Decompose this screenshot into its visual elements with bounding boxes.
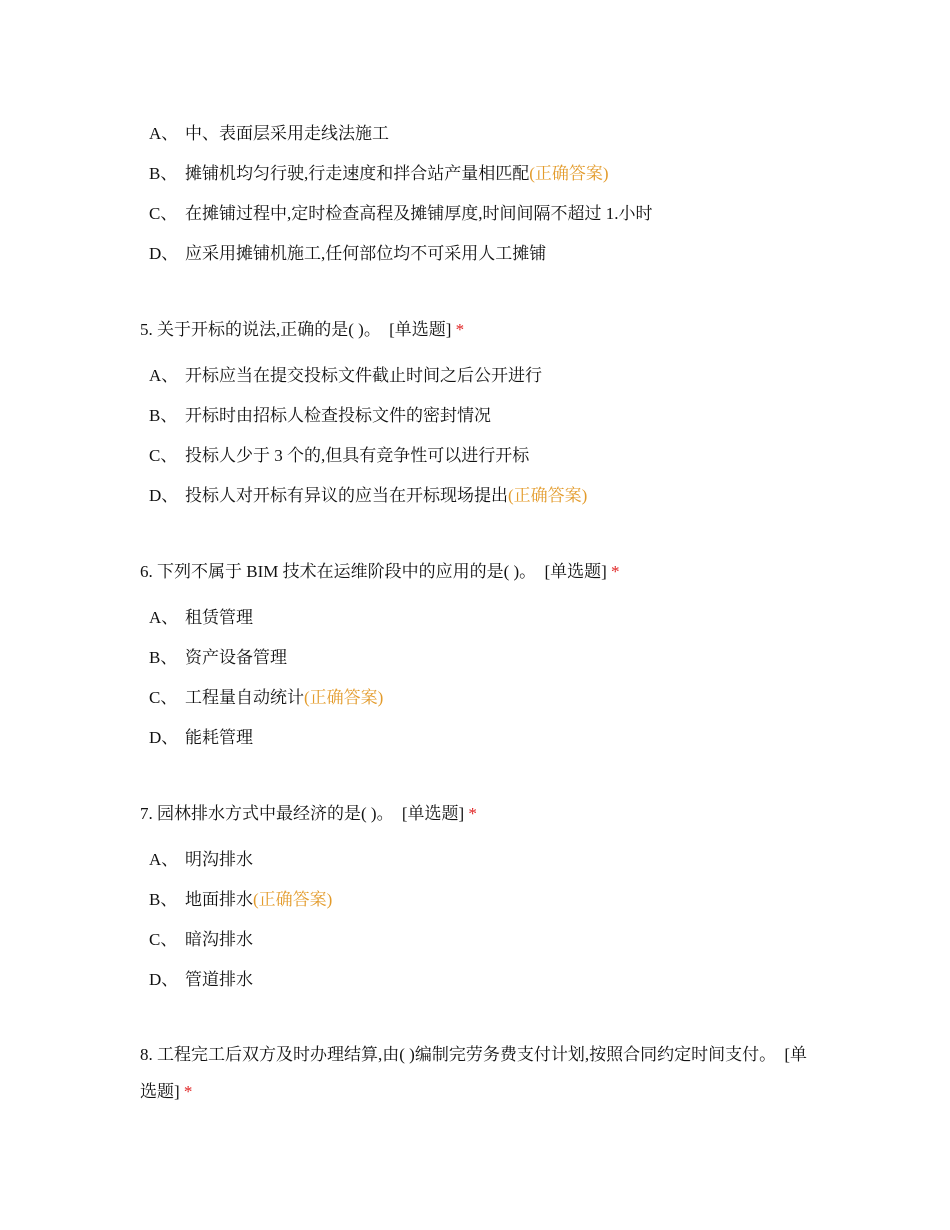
option-text: 明沟排水 — [185, 850, 253, 869]
required-marker: * — [455, 320, 465, 339]
option-letter: C、 — [149, 930, 178, 949]
q5-option-d — [149, 485, 587, 507]
option-letter: D、 — [149, 728, 179, 747]
correct-answer-marker: (正确答案) — [304, 688, 384, 707]
option-letter: A、 — [149, 608, 179, 627]
q7-option-a — [149, 849, 253, 871]
required-marker: * — [468, 804, 477, 823]
question-type: [单选题] — [140, 1045, 807, 1101]
option-letter: B、 — [149, 648, 178, 667]
option-text: 开标应当在提交投标文件截止时间之后公开进行 — [185, 366, 542, 385]
q6-option-b — [149, 647, 287, 669]
question-type: [单选题] — [544, 562, 607, 581]
option-text: 应采用摊铺机施工,任何部位均不可采用人工摊铺 — [185, 244, 547, 263]
q6-option-c — [149, 687, 383, 709]
option-text: 中、表面层采用走线法施工 — [185, 124, 389, 143]
option-text: 投标人少于 3 个的,但具有竞争性可以进行开标 — [185, 446, 530, 465]
option-letter: A、 — [149, 850, 179, 869]
option-letter: B、 — [149, 406, 178, 425]
question-text: 6. 下列不属于 BIM 技术在运维阶段中的应用的是( )。 — [140, 562, 537, 581]
q7-title — [140, 795, 810, 832]
q7-option-c — [149, 929, 253, 951]
option-text: 管道排水 — [185, 970, 253, 989]
option-text: 摊铺机均匀行驶,行走速度和拌合站产量相匹配 — [185, 164, 530, 183]
required-marker: * — [183, 1082, 193, 1101]
correct-answer-marker: (正确答案) — [508, 486, 588, 505]
q5-option-c — [149, 445, 529, 467]
option-letter: D、 — [149, 244, 179, 263]
option-letter: C、 — [149, 204, 178, 223]
option-letter: D、 — [149, 970, 179, 989]
option-letter: B、 — [149, 164, 178, 183]
question-type: [单选题] — [389, 320, 452, 339]
option-text: 能耗管理 — [185, 728, 253, 747]
option-text: 开标时由招标人检查投标文件的密封情况 — [185, 406, 491, 425]
q5-option-b — [149, 405, 491, 427]
option-letter: C、 — [149, 688, 178, 707]
option-text: 地面排水 — [185, 890, 253, 909]
option-text: 资产设备管理 — [185, 648, 287, 667]
option-letter: B、 — [149, 890, 178, 909]
q7-option-b — [149, 889, 332, 911]
q4-option-a — [149, 123, 389, 145]
option-text: 投标人对开标有异议的应当在开标现场提出 — [185, 486, 508, 505]
question-type: [单选题] — [401, 804, 465, 823]
q6-option-d — [149, 727, 253, 749]
option-letter: A、 — [149, 124, 179, 143]
required-marker: * — [611, 562, 620, 581]
option-letter: C、 — [149, 446, 178, 465]
option-letter: D、 — [149, 486, 179, 505]
correct-answer-marker: (正确答案) — [253, 890, 333, 909]
q7-option-d — [149, 969, 253, 991]
question-text: 5. 关于开标的说法,正确的是( )。 — [140, 320, 381, 339]
option-letter: A、 — [149, 366, 179, 385]
question-text: 7. 园林排水方式中最经济的是( )。 — [140, 804, 394, 823]
option-text: 租赁管理 — [185, 608, 253, 627]
q4-option-b — [149, 163, 609, 185]
q6-option-a — [149, 607, 253, 629]
q4-option-d — [149, 243, 546, 265]
correct-answer-marker: (正确答案) — [529, 164, 609, 183]
option-text: 工程量自动统计 — [185, 688, 304, 707]
q4-option-c — [149, 203, 653, 225]
option-text: 在摊铺过程中,定时检查高程及摊铺厚度,时间间隔不超过 1.小时 — [185, 204, 653, 223]
option-text: 暗沟排水 — [185, 930, 253, 949]
q8-title — [140, 1036, 810, 1110]
q5-option-a — [149, 365, 542, 387]
q5-title — [140, 311, 810, 348]
q6-title — [140, 553, 810, 590]
question-text: 8. 工程完工后双方及时办理结算,由( )编制完劳务费支付计划,按照合同约定时间支付。 — [140, 1045, 777, 1064]
